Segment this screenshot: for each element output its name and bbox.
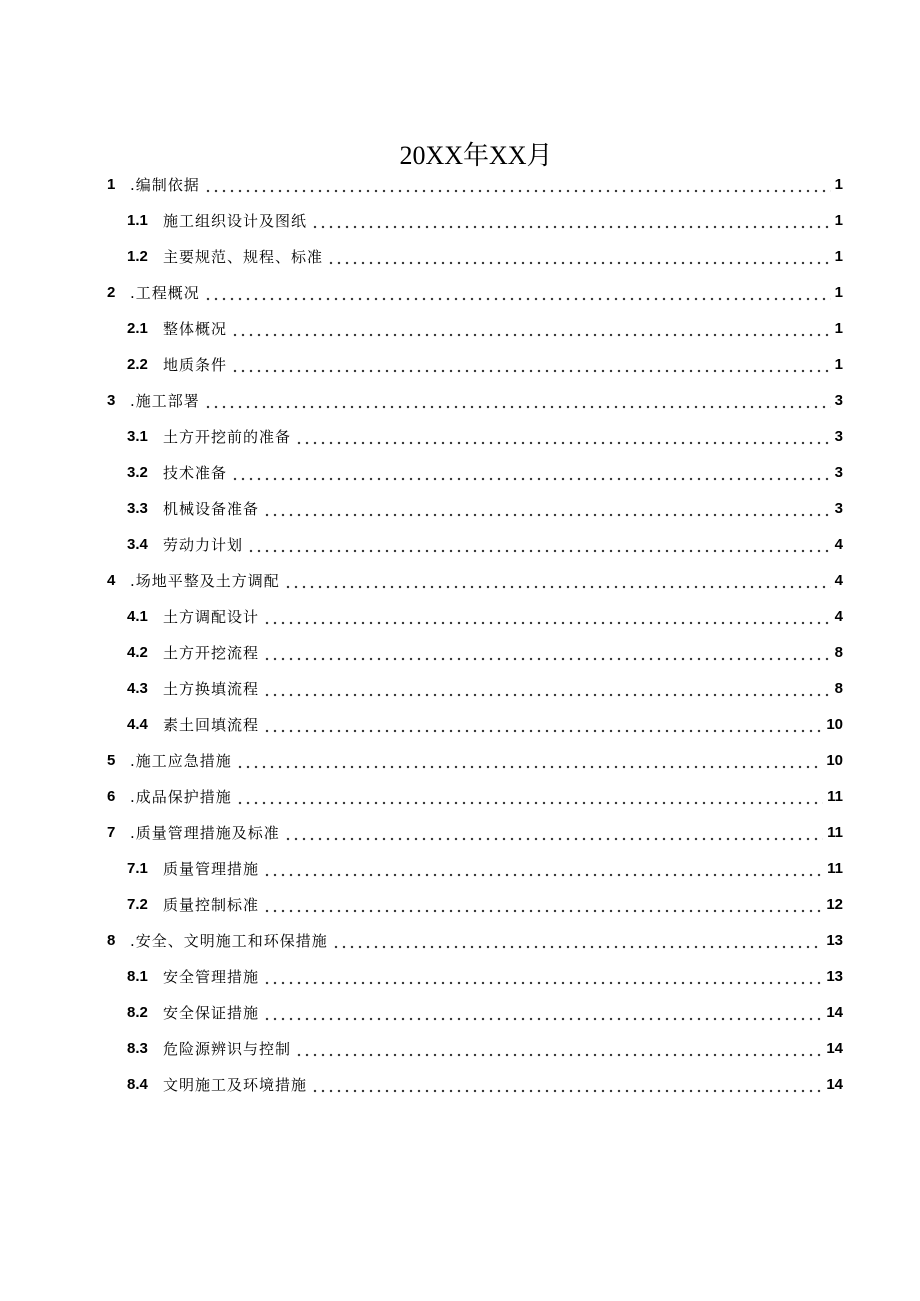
toc-entry-subsection[interactable] bbox=[0, 202, 920, 238]
toc-entry-page-number: 3 bbox=[834, 391, 843, 409]
toc-entry-title: .编制依据 bbox=[130, 175, 200, 194]
toc-dot-leader bbox=[236, 793, 823, 805]
toc-entry-subsection[interactable] bbox=[0, 454, 920, 490]
toc-entry-section[interactable] bbox=[0, 922, 920, 958]
toc-entry-number: 3.1 bbox=[127, 427, 148, 445]
toc-entry-number: 4.4 bbox=[127, 715, 148, 733]
toc-dot-leader bbox=[311, 1081, 822, 1093]
toc-entry-page-number: 10 bbox=[826, 751, 843, 769]
toc-entry-number: 2.2 bbox=[127, 355, 148, 373]
toc-dot-leader bbox=[231, 361, 831, 373]
toc-entry-number: 6 bbox=[107, 787, 116, 805]
toc-entry-subsection[interactable] bbox=[0, 670, 920, 706]
toc-entry-subsection[interactable] bbox=[0, 706, 920, 742]
toc-entry-subsection[interactable] bbox=[0, 886, 920, 922]
toc-dot-leader bbox=[247, 541, 831, 553]
toc-entry-subsection[interactable] bbox=[0, 238, 920, 274]
toc-entry-title: 土方换填流程 bbox=[163, 679, 260, 698]
toc-dot-leader bbox=[236, 757, 823, 769]
toc-entry-title: 技术准备 bbox=[163, 463, 228, 482]
toc-entry-subsection[interactable] bbox=[0, 850, 920, 886]
toc-entry-page-number: 11 bbox=[827, 787, 843, 805]
toc-dot-leader bbox=[263, 901, 822, 913]
toc-entry-page-number: 13 bbox=[826, 931, 843, 949]
toc-entry-number: 1.2 bbox=[127, 247, 148, 265]
toc-entry-page-number: 1 bbox=[834, 175, 843, 193]
toc-entry-number: 8.4 bbox=[127, 1075, 148, 1093]
toc-entry-subsection[interactable] bbox=[0, 634, 920, 670]
toc-entry-section[interactable] bbox=[0, 778, 920, 814]
toc-dot-leader bbox=[263, 721, 822, 733]
toc-entry-page-number: 8 bbox=[834, 643, 843, 661]
toc-entry-page-number: 11 bbox=[827, 859, 843, 877]
toc-entry-number: 5 bbox=[107, 751, 116, 769]
toc-entry-title: 文明施工及环境措施 bbox=[163, 1075, 308, 1094]
toc-entry-page-number: 1 bbox=[834, 283, 843, 301]
toc-dot-leader bbox=[263, 865, 823, 877]
toc-entry-number: 3.4 bbox=[127, 535, 148, 553]
toc-entry-title: 安全管理措施 bbox=[163, 967, 260, 986]
toc-entry-subsection[interactable] bbox=[0, 490, 920, 526]
toc-entry-title: 施工组织设计及图纸 bbox=[163, 211, 308, 230]
toc-entry-number: 7.2 bbox=[127, 895, 148, 913]
toc-entry-number: 8 bbox=[107, 931, 116, 949]
toc-entry-title: .工程概况 bbox=[130, 283, 200, 302]
table-of-contents bbox=[0, 166, 920, 1102]
toc-dot-leader bbox=[263, 685, 831, 697]
toc-entry-number: 1 bbox=[107, 175, 116, 193]
toc-entry-number: 4.1 bbox=[127, 607, 148, 625]
toc-entry-page-number: 3 bbox=[834, 499, 843, 517]
toc-entry-subsection[interactable] bbox=[0, 994, 920, 1030]
toc-entry-page-number: 1 bbox=[834, 211, 843, 229]
toc-entry-title: 土方开挖流程 bbox=[163, 643, 260, 662]
toc-entry-number: 1.1 bbox=[127, 211, 148, 229]
toc-entry-title: 土方调配设计 bbox=[163, 607, 260, 626]
toc-dot-leader bbox=[263, 1009, 822, 1021]
toc-entry-section[interactable] bbox=[0, 814, 920, 850]
toc-entry-section[interactable] bbox=[0, 562, 920, 598]
toc-entry-title: 整体概况 bbox=[163, 319, 228, 338]
toc-entry-section[interactable] bbox=[0, 742, 920, 778]
toc-entry-subsection[interactable] bbox=[0, 958, 920, 994]
toc-dot-leader bbox=[231, 469, 831, 481]
toc-dot-leader bbox=[204, 181, 831, 193]
toc-entry-page-number: 12 bbox=[826, 895, 843, 913]
toc-entry-title: 安全保证措施 bbox=[163, 1003, 260, 1022]
toc-entry-page-number: 1 bbox=[834, 247, 843, 265]
toc-entry-section[interactable] bbox=[0, 274, 920, 310]
toc-entry-title: 地质条件 bbox=[163, 355, 228, 374]
toc-entry-page-number: 4 bbox=[834, 607, 843, 625]
toc-entry-subsection[interactable] bbox=[0, 526, 920, 562]
toc-entry-title: 主要规范、规程、标准 bbox=[163, 247, 324, 266]
toc-entry-number: 2 bbox=[107, 283, 116, 301]
toc-entry-title: .成品保护措施 bbox=[130, 787, 232, 806]
toc-dot-leader bbox=[332, 937, 823, 949]
toc-entry-subsection[interactable] bbox=[0, 1030, 920, 1066]
toc-dot-leader bbox=[204, 289, 831, 301]
toc-entry-title: .施工部署 bbox=[130, 391, 200, 410]
toc-dot-leader bbox=[263, 613, 831, 625]
toc-entry-number: 3 bbox=[107, 391, 116, 409]
toc-entry-title: 质量控制标准 bbox=[163, 895, 260, 914]
toc-entry-title: .场地平整及土方调配 bbox=[130, 571, 280, 590]
toc-entry-page-number: 13 bbox=[826, 967, 843, 985]
toc-entry-page-number: 3 bbox=[834, 463, 843, 481]
toc-dot-leader bbox=[284, 577, 831, 589]
toc-entry-section[interactable] bbox=[0, 382, 920, 418]
toc-entry-page-number: 14 bbox=[826, 1039, 843, 1057]
toc-entry-number: 4.2 bbox=[127, 643, 148, 661]
document-date-title: 20XX年XX月 bbox=[399, 141, 553, 170]
toc-entry-page-number: 1 bbox=[834, 319, 843, 337]
toc-entry-title: .施工应急措施 bbox=[130, 751, 232, 770]
toc-entry-number: 4.3 bbox=[127, 679, 148, 697]
toc-dot-leader bbox=[311, 217, 831, 229]
toc-entry-title: 质量管理措施 bbox=[163, 859, 260, 878]
toc-entry-page-number: 8 bbox=[834, 679, 843, 697]
toc-entry-subsection[interactable] bbox=[0, 310, 920, 346]
toc-entry-page-number: 10 bbox=[826, 715, 843, 733]
toc-entry-title: 土方开挖前的准备 bbox=[163, 427, 292, 446]
toc-entry-page-number: 14 bbox=[826, 1075, 843, 1093]
toc-entry-page-number: 14 bbox=[826, 1003, 843, 1021]
toc-entry-title: .安全、文明施工和环保措施 bbox=[130, 931, 328, 950]
toc-entry-number: 2.1 bbox=[127, 319, 148, 337]
toc-dot-leader bbox=[263, 505, 831, 517]
toc-entry-number: 7.1 bbox=[127, 859, 148, 877]
toc-dot-leader bbox=[327, 253, 831, 265]
toc-entry-section[interactable] bbox=[0, 166, 920, 202]
toc-entry-number: 8.3 bbox=[127, 1039, 148, 1057]
toc-dot-leader bbox=[295, 1045, 822, 1057]
toc-entry-number: 3.2 bbox=[127, 463, 148, 481]
toc-entry-page-number: 11 bbox=[827, 823, 843, 841]
toc-entry-page-number: 3 bbox=[834, 427, 843, 445]
toc-dot-leader bbox=[231, 325, 831, 337]
toc-entry-title: .质量管理措施及标准 bbox=[130, 823, 280, 842]
toc-entry-number: 3.3 bbox=[127, 499, 148, 517]
toc-entry-page-number: 1 bbox=[834, 355, 843, 373]
toc-entry-number: 8.2 bbox=[127, 1003, 148, 1021]
toc-entry-number: 7 bbox=[107, 823, 116, 841]
toc-dot-leader bbox=[263, 973, 822, 985]
toc-entry-subsection[interactable] bbox=[0, 346, 920, 382]
toc-dot-leader bbox=[295, 433, 831, 445]
toc-dot-leader bbox=[204, 397, 831, 409]
toc-entry-title: 危险源辨识与控制 bbox=[163, 1039, 292, 1058]
toc-entry-number: 4 bbox=[107, 571, 116, 589]
toc-entry-title: 劳动力计划 bbox=[163, 535, 244, 554]
toc-entry-title: 素土回填流程 bbox=[163, 715, 260, 734]
toc-entry-subsection[interactable] bbox=[0, 418, 920, 454]
toc-entry-page-number: 4 bbox=[834, 535, 843, 553]
toc-entry-title: 机械设备准备 bbox=[163, 499, 260, 518]
toc-entry-subsection[interactable] bbox=[0, 1066, 920, 1102]
toc-dot-leader bbox=[284, 829, 823, 841]
toc-entry-number: 8.1 bbox=[127, 967, 148, 985]
toc-entry-page-number: 4 bbox=[834, 571, 843, 589]
toc-entry-subsection[interactable] bbox=[0, 598, 920, 634]
toc-dot-leader bbox=[263, 649, 831, 661]
